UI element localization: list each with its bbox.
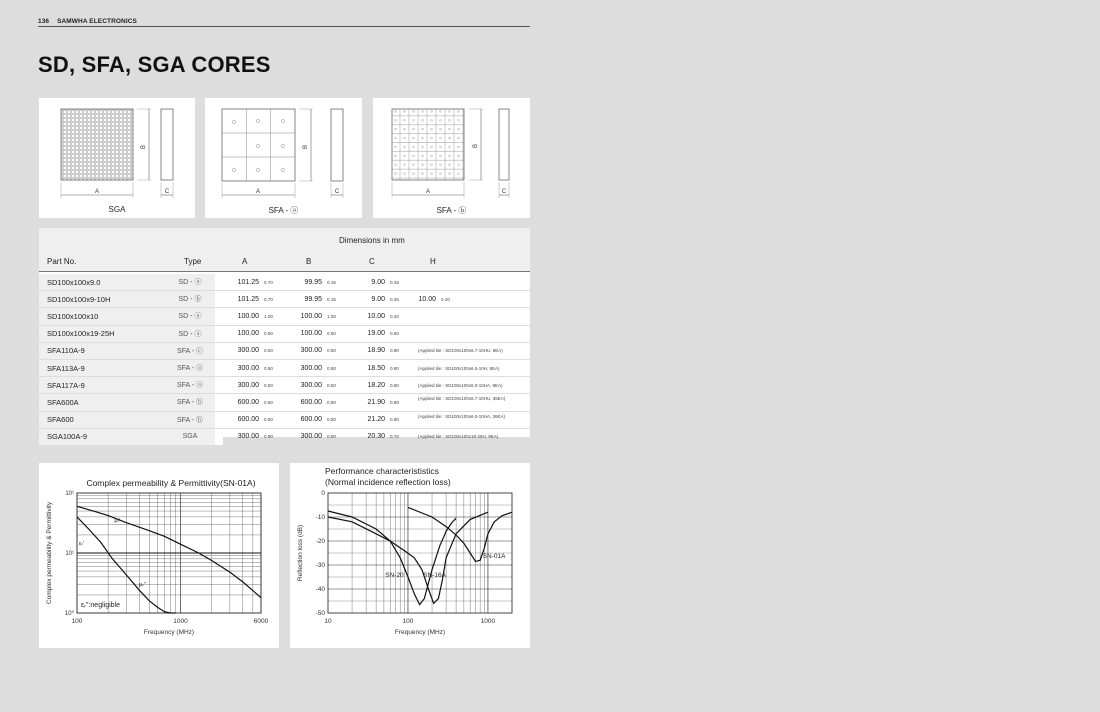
dim-c-value: 19.00 [367,330,385,338]
dim-c-tolerance: 0.50 [390,331,399,337]
dimensions-label: Dimensions in mm [339,236,405,245]
series-label: SN-20 [385,572,404,579]
sfa-b-dim-b: B [473,143,479,149]
drawing-sga [39,98,195,218]
table-header [39,228,530,272]
page-number: 136 [38,18,50,25]
type-value: SD - ⓐ [165,274,215,291]
x-tick-label: 1000 [173,618,188,625]
dim-c-cell [349,377,412,394]
table-row [39,411,530,428]
col-part-no: Part No. [47,257,77,266]
part-number: SFA117A-9 [39,377,165,394]
dim-b-value: 600.00 [300,416,322,424]
table-row [39,359,530,376]
part-number: SD100x100x19-25H [39,325,165,342]
dim-b-tolerance: 0.90 [327,434,336,440]
dim-a-value: 300.00 [237,364,259,372]
dim-a-value: 300.00 [237,347,259,355]
dim-c-cell [349,308,412,325]
page-title: SD, SFA, SGA CORES [38,52,271,77]
chart-title: Complex permeability & Permittivity(SN-01A) [86,478,256,488]
dim-a-tolerance: 0.90 [264,434,273,440]
col-a: A [242,257,248,266]
type-value: SD - ⓑ [165,291,215,308]
dim-b-value: 300.00 [300,364,322,372]
dim-c-tolerance: 0.20 [390,313,399,319]
table-row [39,291,530,308]
dim-a-tolerance: 0.50 [264,417,273,423]
dim-c-value: 20.30 [367,433,385,441]
type-value: SD - ⓐ [165,325,215,342]
dim-b-tolerance: 1.00 [327,313,336,319]
dim-b-value: 300.00 [300,381,322,389]
dim-a-tolerance: 0.70 [264,279,273,285]
dim-a-value: 600.00 [237,398,259,406]
y-tick-label: -10 [315,514,325,521]
sfa-b-caption: SFA - ⓑ [436,206,467,215]
x-tick-label: 10 [324,618,332,625]
dim-c-cell [349,325,412,342]
type-value: SFA - ⓐ [165,377,215,394]
table-body [39,274,530,446]
y-tick-label: 0 [321,490,325,497]
dim-h-cell [412,377,530,394]
x-axis-label: Frequency (MHz) [143,629,195,636]
type-value: SGA [165,428,215,445]
dim-a-tolerance: 0.50 [264,399,273,405]
part-number: SFA113A-9 [39,359,165,376]
dim-b-tolerance: 0.15 [327,296,336,302]
dim-c-tolerance: 0.80 [390,417,399,423]
type-value: SFA - ⓐ [165,359,215,376]
dim-b-tolerance: 0.50 [327,399,336,405]
dim-h-value: (Applied tile : SD100x100x6.7-10HU, 36EA) [418,396,506,402]
dim-b-cell [286,411,349,428]
dim-b-cell [286,377,349,394]
dim-a-tolerance: 0.70 [264,296,273,302]
dim-a-value: 100.00 [237,330,259,338]
y-axis-label: Complex permeability & Permittivity [46,501,53,605]
sfa-b-drawing-svg [373,98,530,218]
table-row [39,274,530,291]
dim-c-cell [349,428,412,445]
x-tick-label: 6000 [253,618,269,625]
dim-b-value: 100.00 [300,312,322,320]
type-value: SD - ⓐ [165,308,215,325]
sfa-b-dim-c: C [501,189,507,195]
dim-c-cell [349,342,412,359]
dim-b-tolerance: 0.50 [327,331,336,337]
sfa-a-dim-a: A [255,189,261,195]
dim-h-value: (Applied tile : SD100x100x19-25H, 9EA) [418,434,499,440]
type-value: SFA - ⓑ [165,394,215,411]
dim-b-value: 600.00 [300,398,322,406]
y-tick-label: 10¹ [65,491,74,497]
sfa-a-dim-b: B [303,144,309,150]
annotation: εᵣ' [79,541,84,548]
sga-drawing-svg [39,98,195,218]
y-axis-label: Reflection loss (dB) [297,524,304,582]
dim-c-value: 18.90 [367,347,385,355]
dim-c-cell [349,394,412,411]
reflection-chart-svg [290,463,530,648]
type-value: SFA - ⓒ [165,342,215,359]
dim-h-value: (Applied tile : SD100x100x6.7-10HU, 9EA) [418,348,503,354]
dim-c-cell [349,274,412,291]
dim-b-cell [286,394,349,411]
dim-h-value: (Applied tile : SD100x100x6.0-10HA, 9EA) [418,382,503,388]
dim-a-value: 101.25 [237,295,259,303]
dim-a-value: 100.00 [237,312,259,320]
part-number: SD100x100x10 [39,308,165,325]
dim-c-tolerance: 0.25 [390,279,399,285]
dim-c-tolerance: 0.70 [390,434,399,440]
y-tick-label: -20 [315,538,325,545]
dim-c-tolerance: 0.80 [390,348,399,354]
dim-h-cell [412,342,530,359]
dim-b-tolerance: 0.50 [327,417,336,423]
dim-b-value: 99.95 [304,295,322,303]
series-label: SN-16A [423,572,446,579]
sfa-a-caption: SFA - ⓐ [268,206,299,215]
sfa-a-dim-c: C [334,189,340,195]
dim-b-tolerance: 0.15 [327,279,336,285]
sfa-a-drawing-svg [205,98,362,218]
dim-c-cell [349,359,412,376]
part-number: SFA600A [39,394,165,411]
dim-h-cell [412,394,530,411]
table-row [39,342,530,359]
annotation: μᵣ' [114,517,120,524]
part-number: SD100x100x9-10H [39,291,165,308]
x-axis-label: Frequency (MHz) [394,629,446,636]
table-row [39,394,530,411]
y-tick-label: -30 [315,562,325,569]
dim-c-value: 10.00 [367,312,385,320]
dim-a-value: 300.00 [237,381,259,389]
dimensions-table [39,228,530,442]
part-number: SD100x100x9.0 [39,274,165,291]
table-rows [39,274,530,446]
sga-caption: SGA [108,205,126,214]
table-row [39,377,530,394]
drawing-sfa-b [373,98,530,218]
brand-name: SAMWHA ELECTRONICS [57,18,137,25]
part-number: SFA110A-9 [39,342,165,359]
page-header [38,18,530,27]
chart-subtitle: (Normal incidence reflection loss) [325,477,451,487]
x-tick-label: 1000 [480,618,496,625]
chart-title: Performance characterististics [325,466,439,476]
dim-h-value: 10.00 [418,295,436,303]
dim-a-cell [223,359,286,376]
annotation: μᵣ'' [139,582,146,589]
sga-dim-c: C [164,189,170,195]
y-tick-label: -40 [315,586,325,593]
dim-h-cell [412,359,530,376]
dim-c-cell [349,411,412,428]
dim-c-tolerance: 0.80 [390,365,399,371]
dim-a-tolerance: 0.50 [264,348,273,354]
dim-c-value: 18.20 [367,381,385,389]
dim-b-value: 300.00 [300,433,322,441]
dim-c-value: 21.90 [367,398,385,406]
drawing-sfa-a [205,98,362,218]
col-b: B [306,257,312,266]
dim-h-cell [412,274,530,291]
dim-b-value: 100.00 [300,330,322,338]
dim-a-tolerance: 0.50 [264,382,273,388]
table-row [39,428,530,445]
dim-a-cell [223,308,286,325]
x-tick-label: 100 [402,618,414,625]
part-number: SFA600 [39,411,165,428]
dim-a-tolerance: 0.50 [264,365,273,371]
part-number: SGA100A-9 [39,428,165,445]
col-type: Type [184,257,202,266]
dim-b-cell [286,274,349,291]
dim-a-cell [223,291,286,308]
dim-c-value: 21.20 [367,416,385,424]
x-tick-label: 100 [71,618,83,625]
dim-b-tolerance: 0.50 [327,365,336,371]
dim-h-cell [412,428,530,445]
dim-a-cell [223,325,286,342]
dim-a-cell [223,274,286,291]
sfa-b-grid [392,109,464,180]
dim-b-cell [286,291,349,308]
type-value: SFA - ⓑ [165,411,215,428]
dim-b-tolerance: 0.50 [327,348,336,354]
dim-c-value: 9.00 [371,295,385,303]
y-tick-label: -50 [315,610,325,617]
dim-h-tolerance: 0.20 [441,296,450,302]
dim-c-tolerance: 0.25 [390,296,399,302]
dim-c-tolerance: 0.80 [390,399,399,405]
dim-a-cell [223,411,286,428]
dim-a-value: 300.00 [237,433,259,441]
table-row [39,325,530,342]
dim-a-value: 600.00 [237,416,259,424]
dim-h-cell [412,291,530,308]
dim-b-value: 99.95 [304,278,322,286]
dim-c-value: 9.00 [371,278,385,286]
sga-dim-b: B [141,144,147,150]
sfa-b-dim-a: A [425,189,431,195]
dim-b-cell [286,342,349,359]
dim-h-cell [412,411,530,428]
chart-permeability [39,463,279,648]
dim-a-value: 101.25 [237,278,259,286]
dim-c-cell [349,291,412,308]
dim-h-value: (Applied tile : SD100x100x6.5-10H, 9EA) [418,365,500,371]
col-h: H [430,257,436,266]
dim-b-tolerance: 0.50 [327,382,336,388]
permeability-chart-svg [39,463,279,648]
dim-a-cell [223,394,286,411]
col-c: C [369,257,375,266]
chart-reflection [290,463,530,648]
dim-b-cell [286,308,349,325]
series-label: SN-01A [482,552,506,560]
annotation: εᵣ'':negligible [81,602,120,610]
dim-b-cell [286,325,349,342]
dim-a-cell [223,342,286,359]
dim-a-cell [223,377,286,394]
y-tick-label: 10⁰ [64,611,74,617]
table-row [39,308,530,325]
sga-grid [61,109,133,180]
dim-c-tolerance: 0.80 [390,382,399,388]
dim-h-value: (Applied tile : SD100x100x6.0-10HA, 36EA) [418,413,506,419]
dim-h-cell [412,325,530,342]
dim-a-tolerance: 0.50 [264,331,273,337]
dim-b-value: 300.00 [300,347,322,355]
dim-b-cell [286,428,349,445]
dim-b-cell [286,359,349,376]
sga-dim-a: A [94,189,100,195]
y-tick-label: 10¹ [65,551,74,557]
dim-h-cell [412,308,530,325]
dim-a-tolerance: 1.00 [264,313,273,319]
dim-c-value: 18.50 [367,364,385,372]
dim-a-cell [223,428,286,445]
